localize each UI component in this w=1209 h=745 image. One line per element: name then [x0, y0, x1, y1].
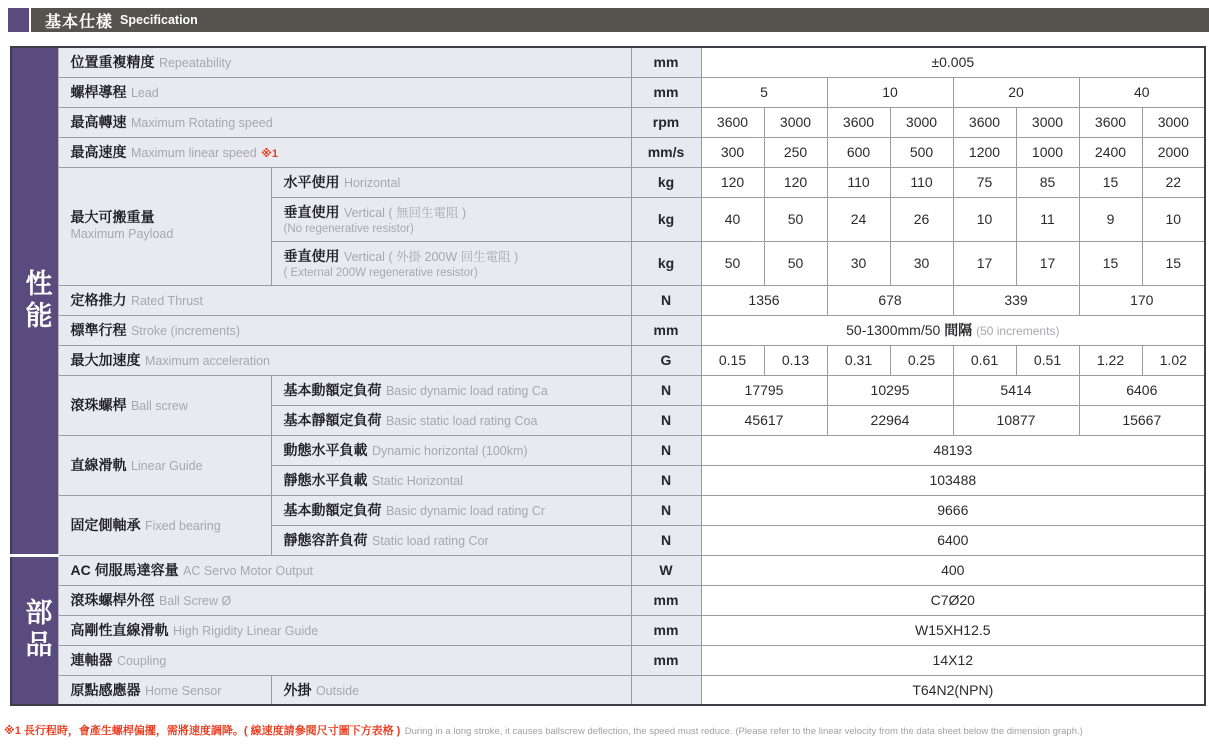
sidebar-performance-label: 性能	[21, 268, 52, 333]
value-cell: 110	[827, 167, 890, 197]
label-home-sensor: 原點感應器 Home Sensor	[58, 675, 271, 705]
value-cell: 1.22	[1079, 345, 1142, 375]
value-cell: 48193	[701, 435, 1205, 465]
label-home-sensor-outside: 外掛 Outside	[271, 675, 631, 705]
unit-cell: W	[631, 555, 701, 585]
label-linear-guide-group: 直線滑軌 Linear Guide	[58, 435, 271, 495]
value-cell: 30	[890, 241, 953, 285]
value-cell: 3000	[1142, 107, 1205, 137]
value-cell: 50	[764, 197, 827, 241]
label-ball-screw-od: 滾珠螺桿外徑 Ball Screw Ø	[58, 585, 631, 615]
unit-cell: mm	[631, 315, 701, 345]
page-title-en: Specification	[120, 13, 198, 27]
value-cell: 22	[1142, 167, 1205, 197]
label-rigidity-guide: 高剛性直線滑軌 High Rigidity Linear Guide	[58, 615, 631, 645]
unit-cell: N	[631, 435, 701, 465]
value-cell: 40	[1079, 77, 1205, 107]
value-cell: 15	[1142, 241, 1205, 285]
label-ball-screw-dynamic: 基本動額定負荷 Basic dynamic load rating Ca	[271, 375, 631, 405]
value-cell: 20	[953, 77, 1079, 107]
value-cell: 5	[701, 77, 827, 107]
unit-cell: N	[631, 465, 701, 495]
unit-cell: N	[631, 495, 701, 525]
label-repeatability: 位置重複精度 Repeatability	[58, 47, 631, 77]
label-fixed-bearing-dynamic: 基本動額定負荷 Basic dynamic load rating Cr	[271, 495, 631, 525]
sidebar-performance	[11, 47, 58, 555]
sidebar-parts	[11, 555, 58, 705]
row-fixed-bearing-dynamic	[11, 495, 1205, 525]
value-cell: 0.25	[890, 345, 953, 375]
label-stroke: 標準行程 Stroke (increments)	[58, 315, 631, 345]
value-cell: 339	[953, 285, 1079, 315]
value-cell: 15667	[1079, 405, 1205, 435]
label-lead: 螺桿導程 Lead	[58, 77, 631, 107]
value-cell: 26	[890, 197, 953, 241]
label-rated-thrust: 定格推力 Rated Thrust	[58, 285, 631, 315]
unit-cell: mm	[631, 585, 701, 615]
label-fixed-bearing-static: 靜態容許負荷 Static load rating Cor	[271, 525, 631, 555]
value-cell: 3600	[701, 107, 764, 137]
header-accent-square	[8, 8, 29, 32]
value-cell: 170	[1079, 285, 1205, 315]
value-cell: 15	[1079, 241, 1142, 285]
unit-cell: mm	[631, 47, 701, 77]
footnote-zh: ※1 長行程時，會產生螺桿偏擺，需將速度調降。( 線速度請參閱尺寸圖下方表格 )	[4, 725, 401, 737]
value-cell: 300	[701, 137, 764, 167]
label-payload-vertical-no-regen: 垂直使用 Vertical ( 無回生電阻 ) (No regenerative resistor)	[271, 197, 631, 241]
value-cell: 17	[953, 241, 1016, 285]
unit-cell: N	[631, 525, 701, 555]
value-cell: 14X12	[701, 645, 1205, 675]
value-cell: 10	[953, 197, 1016, 241]
value-cell: 0.61	[953, 345, 1016, 375]
value-cell: 0.13	[764, 345, 827, 375]
unit-cell: kg	[631, 197, 701, 241]
label-ball-screw-static: 基本靜額定負荷 Basic static load rating Coa	[271, 405, 631, 435]
value-cell: 3600	[1079, 107, 1142, 137]
footnote-marker: ※1	[261, 148, 278, 160]
page-title: 基本仕樣	[45, 13, 114, 31]
value-cell: 10	[827, 77, 953, 107]
value-cell: 110	[890, 167, 953, 197]
label-coupling: 連軸器 Coupling	[58, 645, 631, 675]
value-cell: 1000	[1016, 137, 1079, 167]
value-cell: 120	[764, 167, 827, 197]
value-cell: 3600	[953, 107, 1016, 137]
label-max-payload-group: 最大可搬重量 Maximum Payload	[58, 167, 271, 285]
label-max-acceleration: 最大加速度 Maximum acceleration	[58, 345, 631, 375]
label-ac-servo: AC 伺服馬達容量 AC Servo Motor Output	[58, 555, 631, 585]
row-stroke	[11, 315, 1205, 345]
value-cell: 50	[764, 241, 827, 285]
value-cell: 6400	[701, 525, 1205, 555]
unit-cell	[631, 675, 701, 705]
value-cell: 6406	[1079, 375, 1205, 405]
sidebar-parts-label: 部品	[21, 598, 52, 663]
unit-cell: N	[631, 405, 701, 435]
value-cell: 50-1300mm/50 間隔 (50 increments)	[701, 315, 1205, 345]
unit-cell: mm	[631, 615, 701, 645]
value-cell: W15XH12.5	[701, 615, 1205, 645]
value-cell: 17	[1016, 241, 1079, 285]
value-cell: 10295	[827, 375, 953, 405]
value-cell: 0.31	[827, 345, 890, 375]
value-cell: 1356	[701, 285, 827, 315]
row-ac-servo	[11, 555, 1205, 585]
value-cell: T64N2(NPN)	[701, 675, 1205, 705]
value-cell: 85	[1016, 167, 1079, 197]
row-home-sensor	[11, 675, 1205, 705]
row-rigidity-guide	[11, 615, 1205, 645]
label-fixed-bearing-group: 固定側軸承 Fixed bearing	[58, 495, 271, 555]
footnote-en: During in a long stroke, it causes ballscrew deflection, the speed must reduce. (Please refer to the linear velocity from the data sheet below the dimension graph.)	[404, 726, 1083, 737]
value-cell: 24	[827, 197, 890, 241]
row-max-linear-speed	[11, 137, 1205, 167]
value-cell: 400	[701, 555, 1205, 585]
unit-cell: mm	[631, 77, 701, 107]
value-cell: 40	[701, 197, 764, 241]
value-cell: 103488	[701, 465, 1205, 495]
value-cell: 9	[1079, 197, 1142, 241]
unit-cell: mm/s	[631, 137, 701, 167]
row-lead	[11, 77, 1205, 107]
unit-cell: kg	[631, 167, 701, 197]
row-payload-horizontal	[11, 167, 1205, 197]
value-cell: 2000	[1142, 137, 1205, 167]
value-cell: 10877	[953, 405, 1079, 435]
value-cell: 500	[890, 137, 953, 167]
row-linear-guide-dynamic	[11, 435, 1205, 465]
value-cell: 5414	[953, 375, 1079, 405]
row-ball-screw-od	[11, 585, 1205, 615]
label-linear-guide-static: 靜態水平負載 Static Horizontal	[271, 465, 631, 495]
label-payload-horizontal: 水平使用 Horizontal	[271, 167, 631, 197]
footnote	[4, 721, 1209, 739]
value-cell: 678	[827, 285, 953, 315]
value-cell: 22964	[827, 405, 953, 435]
row-max-rotating-speed	[11, 107, 1205, 137]
unit-cell: N	[631, 375, 701, 405]
value-cell: 15	[1079, 167, 1142, 197]
value-cell: 10	[1142, 197, 1205, 241]
spec-table	[10, 46, 1206, 706]
unit-cell: mm	[631, 645, 701, 675]
value-cell: 0.51	[1016, 345, 1079, 375]
value-cell: ±0.005	[701, 47, 1205, 77]
value-cell: 600	[827, 137, 890, 167]
value-cell: 3000	[890, 107, 953, 137]
label-ball-screw-group: 滾珠螺桿 Ball screw	[58, 375, 271, 435]
row-coupling	[11, 645, 1205, 675]
value-cell: 1.02	[1142, 345, 1205, 375]
unit-cell: kg	[631, 241, 701, 285]
value-cell: 1200	[953, 137, 1016, 167]
value-cell: 30	[827, 241, 890, 285]
value-cell: 3000	[764, 107, 827, 137]
value-cell: 250	[764, 137, 827, 167]
value-cell: 120	[701, 167, 764, 197]
label-max-linear-speed: 最高速度 Maximum linear speed ※1	[58, 137, 631, 167]
row-ball-screw-dynamic	[11, 375, 1205, 405]
value-cell: 45617	[701, 405, 827, 435]
unit-cell: rpm	[631, 107, 701, 137]
label-max-rotating-speed: 最高轉速 Maximum Rotating speed	[58, 107, 631, 137]
value-cell: 50	[701, 241, 764, 285]
value-cell: 11	[1016, 197, 1079, 241]
row-rated-thrust	[11, 285, 1205, 315]
row-repeatability	[11, 47, 1205, 77]
value-cell: 0.15	[701, 345, 764, 375]
unit-cell: N	[631, 285, 701, 315]
value-cell: 3000	[1016, 107, 1079, 137]
label-linear-guide-dynamic: 動態水平負載 Dynamic horizontal (100km)	[271, 435, 631, 465]
value-cell: C7Ø20	[701, 585, 1205, 615]
value-cell: 2400	[1079, 137, 1142, 167]
section-header-bar	[31, 8, 1209, 32]
value-cell: 3600	[827, 107, 890, 137]
value-cell: 17795	[701, 375, 827, 405]
label-payload-vertical-ext-regen: 垂直使用 Vertical ( 外掛 200W 回生電阻 ) ( External 200W regenerative resistor)	[271, 241, 631, 285]
row-max-acceleration	[11, 345, 1205, 375]
value-cell: 75	[953, 167, 1016, 197]
value-cell: 9666	[701, 495, 1205, 525]
unit-cell: G	[631, 345, 701, 375]
